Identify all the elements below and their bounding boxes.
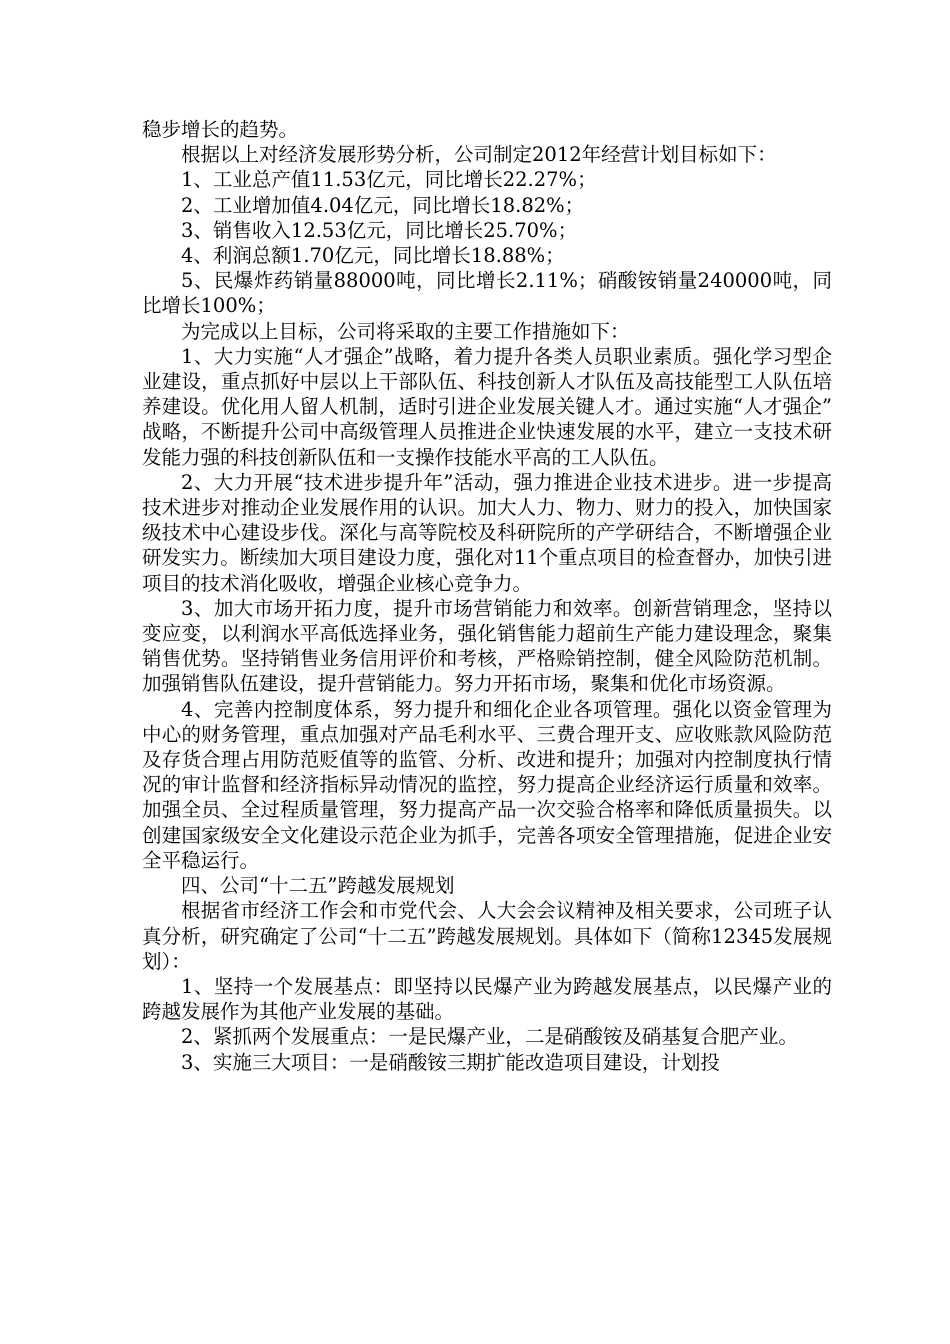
section-heading-five-year-plan: 四、公司“十二五”跨越发展规划: [181, 874, 455, 898]
target-item-sales-revenue: 3、销售收入12.53亿元，同比增长25.70%；: [181, 218, 578, 242]
target-item-total-profit: 4、利润总额1.70亿元，同比增长18.88%；: [181, 244, 565, 268]
target-item-added-value: 2、工业增加值4.04亿元，同比增长18.82%；: [181, 193, 585, 217]
measure-technical-progress: 2、大力开展“技术进步提升年”活动，强力推进企业技术进步。进一步提高技术进步对推动企业发展作用的认识。加大人力、物力、财力的投入，加快国家级技术中心建设步伐。深化与高等院校及科研院所的产学研结合，不断增强企业研发实力。断续加大项目建设力度，强化对11个重点项目的检查督办，加快引进项目的技术消化吸收，增强企业核心竞争力。: [142, 470, 832, 595]
paragraph-plan-intro: 根据以上对经济发展形势分析，公司制定2012年经营计划目标如下：: [181, 143, 777, 167]
plan-item-key-focus: 2、紧抓两个发展重点：一是民爆产业，二是硝酸铵及硝基复合肥产业。: [181, 1025, 798, 1049]
plan-item-three-projects: 3、实施三大项目：一是硝酸铵三期扩能改造项目建设，计划投: [181, 1050, 720, 1074]
plan-item-base-point: 1、坚持一个发展基点：即坚持以民爆产业为跨越发展基点，以民爆产业的跨越发展作为其他产业发展的基础。: [142, 974, 832, 1024]
target-item-output-value: 1、工业总产值11.53亿元，同比增长22.27%；: [181, 168, 597, 192]
paragraph-continuation: 稳步增长的趋势。: [142, 118, 299, 141]
paragraph-measures-intro: 为完成以上目标，公司将采取的主要工作措施如下：: [181, 319, 630, 343]
measure-market-expansion: 3、加大市场开拓力度，提升市场营销能力和效率。创新营销理念，坚持以变应变，以利润水平高低选择业务，强化销售能力超前生产能力建设理念，聚集销售优势。坚持销售业务信用评价和考核，严格赊销控制，健全风险防范机制。加强销售队伍建设，提升营销能力。努力开拓市场，聚集和优化市场资源。: [142, 596, 832, 696]
measure-talent-strategy: 1、大力实施“人才强企”战略，着力提升各类人员职业素质。强化学习型企业建设，重点抓好中层以上干部队伍、科技创新人才队伍及高技能型工人队伍培养建设。优化用人留人机制，适时引进企业发展关键人才。通过实施“人才强企”战略，不断提升公司中高级管理人员推进企业快速发展的水平，建立一支技术研发能力强的科技创新队伍和一支操作技能水平高的工人队伍。: [142, 344, 832, 469]
measure-internal-control: 4、完善内控制度体系，努力提升和细化企业各项管理。强化以资金管理为中心的财务管理，重点加强对产品毛利水平、三费合理开支、应收账款风险防范及存货合理占用防范贬值等的监管、分析、改进和提升；加强对内控制度执行情况的审计监督和经济指标异动情况的监控，努力提高企业经济运行质量和效率。加强全员、全过程质量管理，努力提高产品一次交验合格率和降低质量损失。以创建国家级安全文化建设示范企业为抓手，完善各项安全管理措施，促进企业安全平稳运行。: [142, 697, 832, 872]
document-page: [142, 117, 832, 1075]
paragraph-plan-overview: 根据省市经济工作会和市党代会、人大会会议精神及相关要求，公司班子认真分析，研究确定了公司“十二五”跨越发展规划。具体如下（简称12345发展规划）：: [142, 899, 832, 973]
target-item-sales-volume: 5、民爆炸药销量88000吨，同比增长2.11%；硝酸铵销量240000吨，同比增长100%；: [142, 269, 832, 318]
